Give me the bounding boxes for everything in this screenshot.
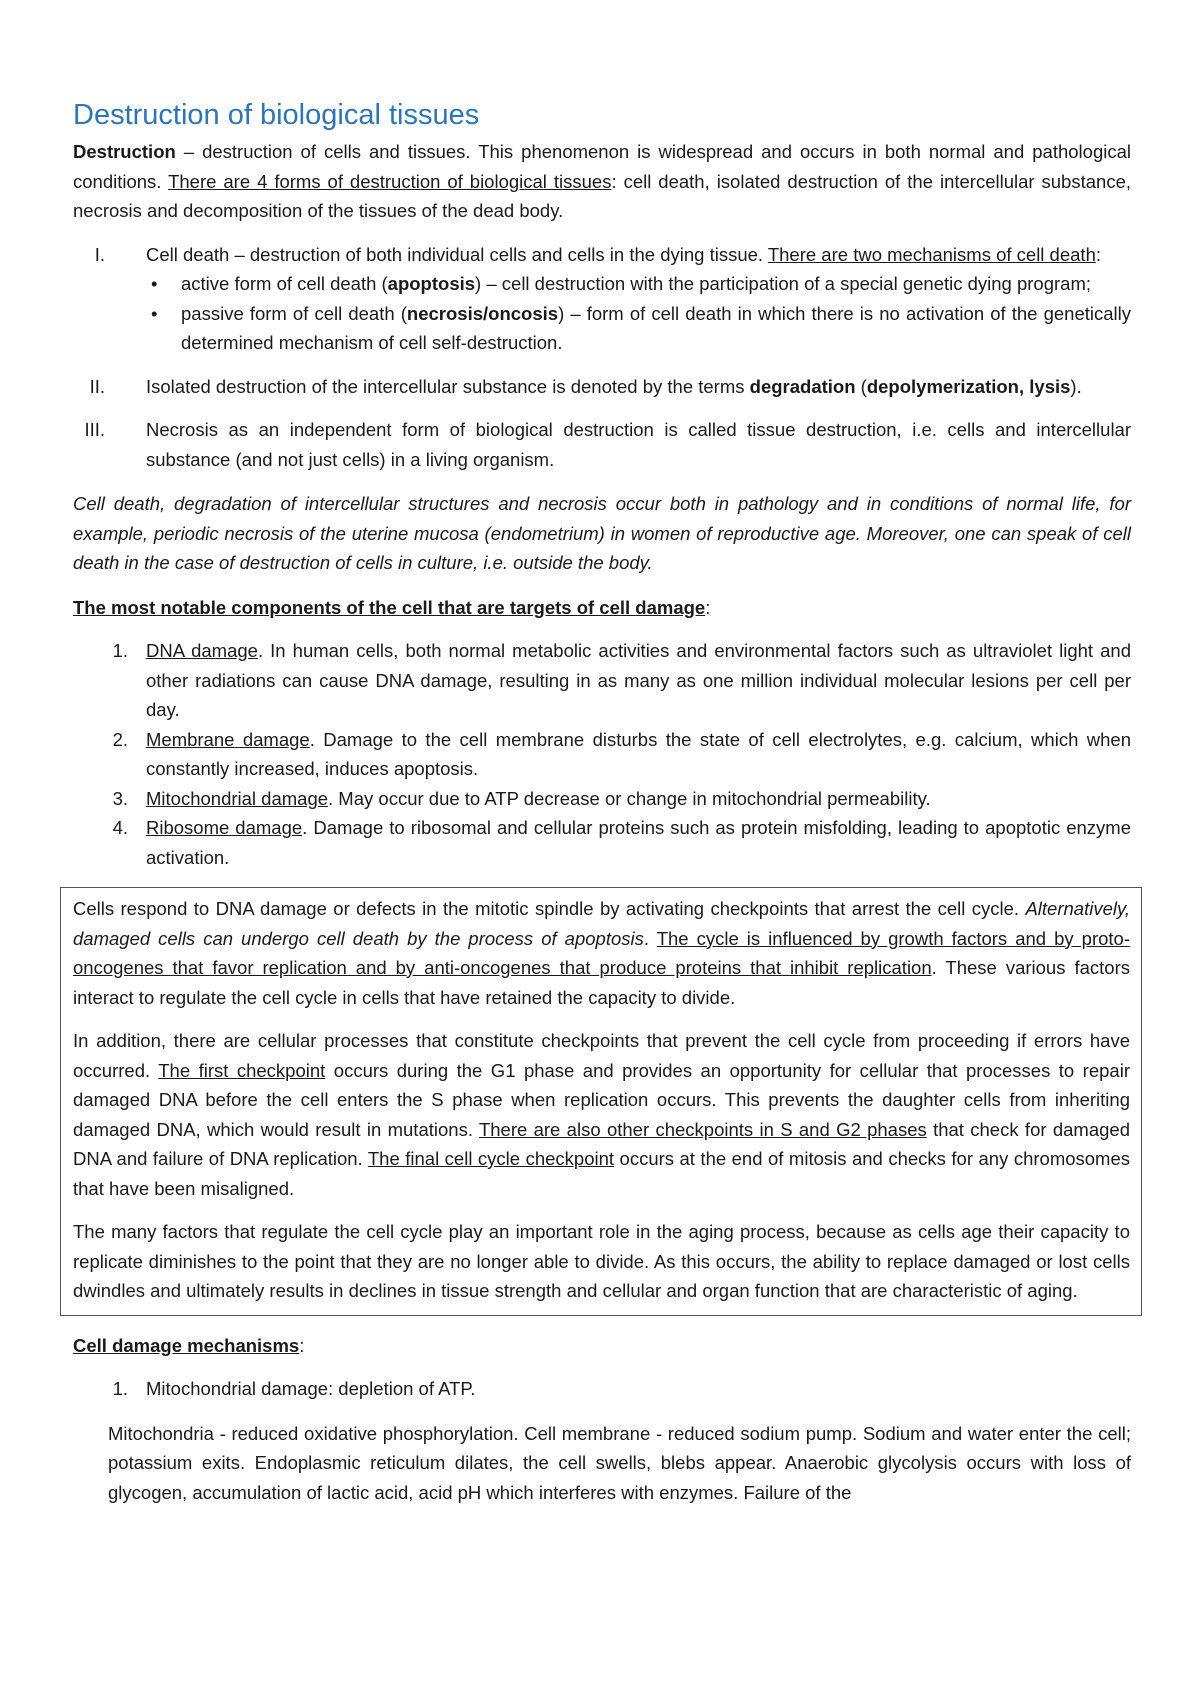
targets-heading-colon: : [705,596,711,618]
box-underlined: The first checkpoint [158,1059,326,1081]
target-label: Mitochondrial damage [146,787,329,809]
form-item-degradation [73,372,1131,402]
bullet-necrosis [146,299,1131,358]
target-item [73,784,1131,814]
bullet-text: passive form of cell death ( [181,302,407,324]
form-number: III. [84,419,105,440]
cell-death-mechanisms [146,269,1131,358]
intro-definition: – destruction of cells and tissues. This phenomenon is widespread and occurs in both normal and pathological conditions. [73,141,1131,192]
target-number: 2. [112,728,128,750]
box-paragraph-3: The many factors that regulate the cell cycle play an important role in the aging process, because as cells age their capacity to replicate diminishes to the point that they are no longer able to divide. As this occurs, the ability to replace damaged or lost cells dwindles and ultimately results in declines in tissue strength and cellular and organ function that are characteristic of aging. [73,1221,1130,1301]
intro-forms-underlined: There are 4 forms of destruction of biological tissues [168,170,612,192]
form-number: II. [89,375,105,397]
target-text: . In human cells, both normal metabolic activities and environmental factors such as ultraviolet light and other radiations can cause DNA damage, resulting in as many as one million individual molecular lesions per cell per day. [146,640,1132,720]
bullet-icon: • [151,302,158,324]
cell-cycle-box [60,887,1142,1316]
target-item [73,813,1131,872]
page-title: Destruction of biological tissues [73,99,480,131]
mechanisms-heading [73,1331,1131,1361]
italic-note-text: Cell death, degradation of intercellular structures and necrosis occur both in pathology and in conditions of normal life, for example, periodic necrosis of the uterine mucosa (endometrium) in women of reproductive age. Moreover, one can speak of cell death in the case of destruction of cells in culture, i.e. outside the body. [73,493,1131,573]
mechanisms-heading-colon: : [299,1334,305,1356]
box-italic: Alternatively, damaged cells can undergo cell death by the process of apoptosis [73,898,1130,949]
form-text: ( [855,375,867,397]
bullet-text: ) – cell destruction with the participation of a special genetic dying program; [475,273,1092,294]
box-text: . These various factors interact to regulate the cell cycle in cells that have retained the capacity to divide. [73,957,1130,1008]
box-text: Cells respond to DNA damage or defects in the mitotic spindle by activating checkpoints that arrest the cell cycle. [73,898,1026,919]
document-page [73,95,1131,1507]
italic-note [73,489,1131,578]
mechanisms-heading-text: Cell damage mechanisms [73,1334,300,1356]
targets-heading [73,593,1131,623]
box-text: . [643,927,657,949]
mechanism-item [73,1374,1131,1404]
form-item-necrosis [73,415,1131,474]
mechanisms-list [73,1374,1131,1404]
target-text: . May occur due to ATP decrease or change in mitochondrial permeability. [328,787,931,809]
bullet-icon: • [151,273,158,294]
form-after: : [1095,243,1101,265]
form-text: Cell death – destruction of both individual cells and cells in the dying tissue. [146,243,768,265]
box-text: occurs at the end of mitosis and checks for any chromosomes that have been misaligned. [73,1148,1131,1199]
form-text: Necrosis as an independent form of biological destruction is called tissue destruction, i.e. cells and intercellular substance (and not just cells) in a living organism. [146,419,1131,470]
target-item [73,725,1131,784]
forms-list [73,240,1131,475]
bullet-text: ) – form of cell death in which there is no activation of the genetically determined mechanism of cell self-destruction. [181,302,1131,353]
target-number: 1. [112,640,128,661]
form-text: ). [1070,375,1082,397]
intro-forms-rest: : cell death, isolated destruction of the intercellular substance, necrosis and decomposition of the tissues of the dead body. [73,170,1131,221]
form-bold: depolymerization, lysis [866,375,1071,397]
intro-paragraph [73,137,1131,226]
box-text: that check for damaged DNA and failure of DNA replication. [73,1118,1130,1169]
target-item [73,636,1131,725]
mechanism-number: 1. [112,1378,128,1399]
form-underlined: There are two mechanisms of cell death [767,243,1096,265]
target-text: . Damage to ribosomal and cellular proteins such as protein misfolding, leading to apoptotic enzyme activation. [146,817,1131,868]
target-text: . Damage to the cell membrane disturbs the state of cell electrolytes, e.g. calcium, which when constantly increased, induces apoptosis. [146,728,1131,779]
bullet-bold: apoptosis [387,273,476,294]
form-bold: degradation [749,375,856,397]
mechanism-paragraph: Mitochondria - reduced oxidative phosphorylation. Cell membrane - reduced sodium pump. Sodium and water enter the cell; potassium exits. Endoplasmic reticulum dilates, the cell swells, blebs appear. Anaerobic glycolysis occurs with loss of glycogen, accumulation of lactic acid, acid pH which interferes with enzymes. Failure of the [108,1422,1131,1503]
box-underlined: The cycle is influenced by growth factors and by proto-oncogenes that favor replication and by anti-oncogenes that produce proteins that inhibit replication [73,927,1130,978]
box-underlined: There are also other checkpoints in S and G2 phases [478,1118,927,1140]
targets-heading-text: The most notable components of the cell that are targets of cell damage [73,596,706,618]
mechanism-text: Mitochondrial damage: depletion of ATP. [146,1378,476,1399]
box-text: occurs during the G1 phase and provides an opportunity for cellular that processes to repair damaged DNA before the cell enters the S phase when replication occurs. This prevents the daughter cells from inheriting damaged DNA, which would result in mutations. [73,1059,1130,1140]
bullet-apoptosis [146,269,1131,299]
target-label: Membrane damage [146,728,310,750]
form-item-cell-death [73,240,1131,358]
form-text: Isolated destruction of the intercellular substance is denoted by the terms [146,375,750,397]
bullet-bold: necrosis/oncosis [406,302,559,324]
box-paragraph-2 [73,1026,1130,1203]
target-number: 4. [112,817,128,838]
target-label: DNA damage [146,640,258,661]
target-label: Ribosome damage [146,817,303,838]
intro-term: Destruction [73,141,176,162]
box-text: In addition, there are cellular processes that constitute checkpoints that prevent the cell cycle from proceeding if errors have occurred. [73,1030,1130,1081]
form-number: I. [94,243,105,265]
targets-list [73,636,1131,872]
bullet-text: active form of cell death ( [181,273,388,294]
box-underlined: The final cell cycle checkpoint [367,1148,615,1169]
target-number: 3. [112,787,128,809]
box-paragraph-1 [73,894,1130,1012]
